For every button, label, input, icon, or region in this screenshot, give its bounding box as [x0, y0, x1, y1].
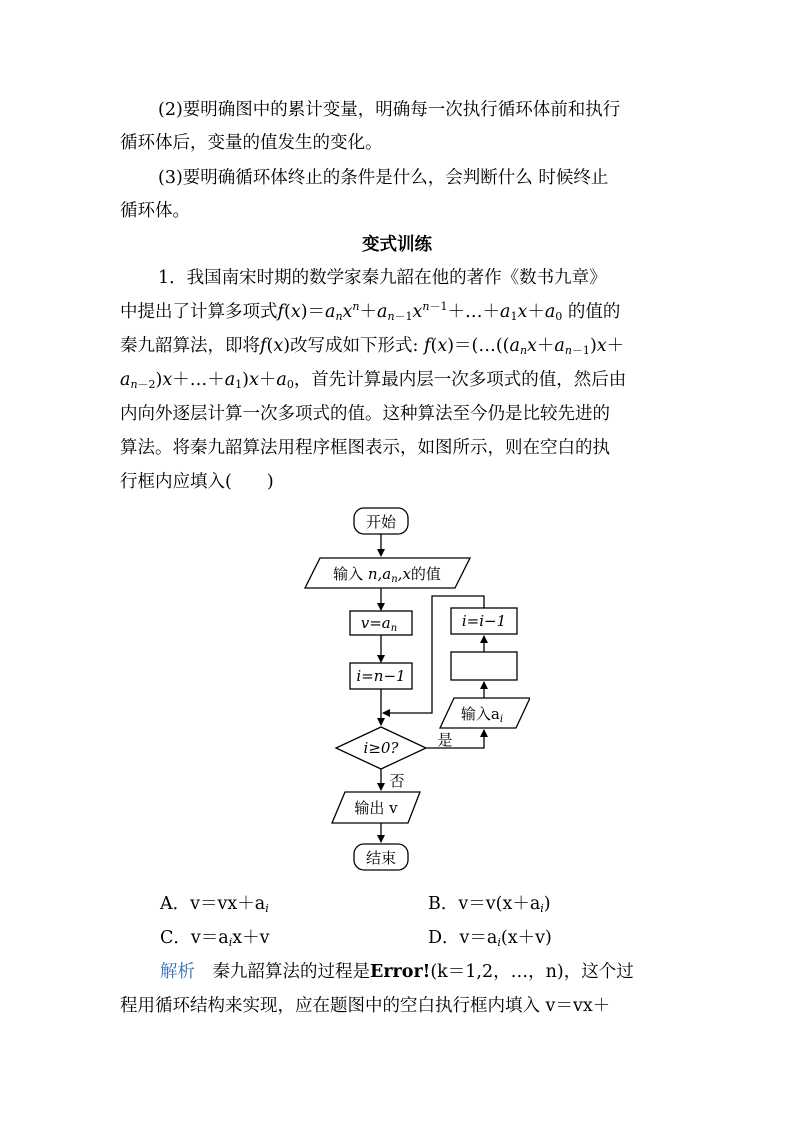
solution-line1: 解析 秦九韶算法的过程是Error!(k＝1,2，…，n)，这个过	[160, 962, 634, 982]
flowchart	[290, 500, 530, 880]
horner-formula: $f(x)=(\dots((a_nx+a_{n-1})x+$	[424, 336, 625, 357]
solution-line2: 程用循环结构来实现，应在题图中的空白执行框内填入 v＝vx＋	[120, 996, 611, 1016]
problem-line2	[120, 300, 680, 324]
problem-line7: 行框内应填入( )	[120, 472, 274, 492]
problem-line1: 1．我国南宋时期的数学家秦九韶在他的著作《数书九章》	[158, 268, 607, 288]
error-text: Error!	[370, 962, 431, 982]
para2-line1: (2)要明确图中的累计变量，明确每一次执行循环体前和执行	[158, 100, 621, 120]
input1-label: 输入 $n,a_n,x$的值	[333, 565, 441, 585]
yes-label: 是	[437, 731, 453, 749]
para2-line2: 循环体后，变量的值发生的变化。	[120, 133, 383, 153]
problem-line3: 秦九韶算法，即将f(x)改写成如下形式: $f(x)=(\dots((a_nx+a_{n-1})x+$	[120, 336, 625, 357]
problem-line2-a: 中提出了计算多项式	[120, 302, 278, 322]
decrement-label: i=i−1	[461, 612, 507, 630]
solution-label: 解析	[160, 962, 195, 982]
assign-i-label: i=n−1	[356, 667, 406, 685]
assign-v-label: $v=a_n$	[360, 614, 398, 634]
blank-process-box	[451, 652, 517, 680]
input2-label: 输入$a_i$	[460, 705, 504, 725]
polynomial-formula: $f(x)=a_nx^n+a_{n-1}x^{n-1}+\dots+a_1x+a_0$	[277, 300, 563, 323]
end-label: 结束	[365, 849, 397, 867]
option-b[interactable]: B．$v=v(x+a_i)$	[428, 894, 551, 915]
option-a[interactable]: A．$v=vx+a_i$	[160, 894, 269, 915]
condition-label: i≥0?	[363, 739, 399, 757]
problem-line5: 内向外逐层计算一次多项式的值。这种算法至今仍是比较先进的	[120, 404, 610, 424]
problem-line4: $a_{n-2})x+\dots+a_1)x+a_0$，首先计算最内层一次多项式的值，然后由	[120, 370, 627, 391]
option-d[interactable]: D．$v=a_i(x+v)$	[428, 928, 552, 949]
no-label: 否	[389, 772, 405, 790]
problem-line3-b: 改写成如下形式:	[290, 336, 419, 356]
para3-line2: 循环体。	[120, 201, 190, 221]
para3-line1: (3)要明确循环体终止的条件是什么，会判断什么 时候终止	[158, 168, 609, 188]
output-label: 输出 v	[354, 799, 398, 817]
start-label: 开始	[365, 513, 397, 531]
problem-line4-a: ，首先计算最内层一次多项式的值，然后由	[293, 370, 627, 390]
problem-line3-a: 秦九韶算法，即将	[120, 336, 260, 356]
problem-line6: 算法。将秦九韶算法用程序框图表示，如图所示，则在空白的执	[120, 438, 610, 458]
option-c[interactable]: C．$v=a_ix+v$	[160, 928, 270, 949]
section-title: 变式训练	[362, 235, 432, 255]
problem-line2-b: 的值的	[567, 302, 621, 322]
